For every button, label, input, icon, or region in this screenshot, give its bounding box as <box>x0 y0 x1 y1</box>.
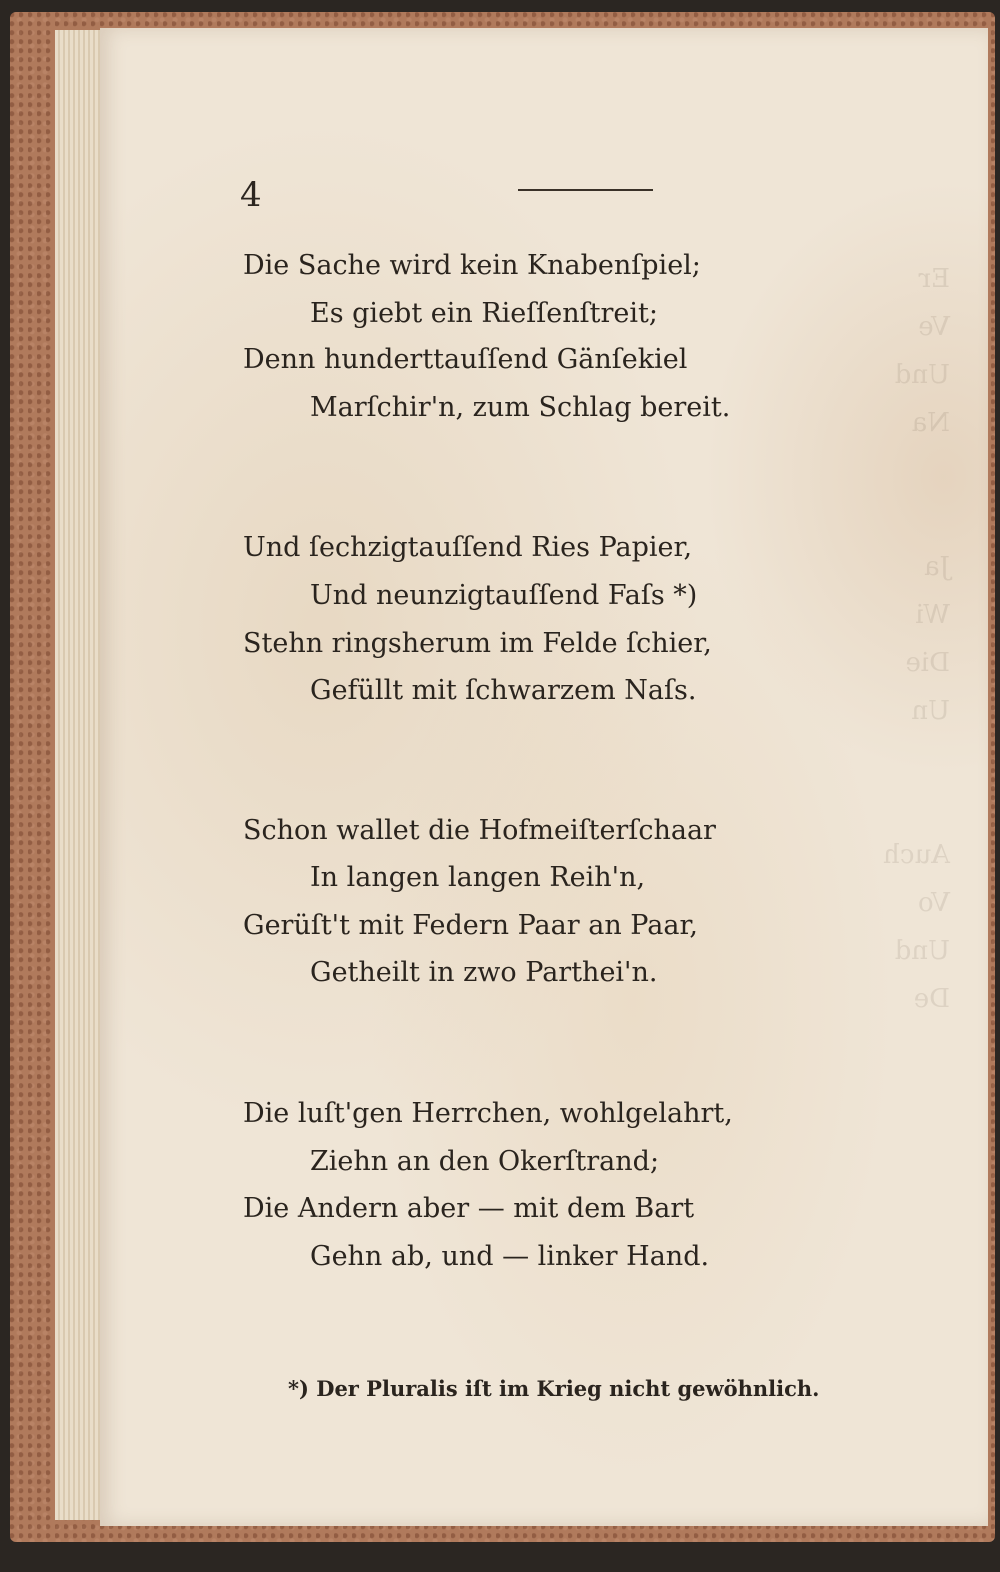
page-number: 4 <box>240 175 262 215</box>
verse-line: Die Sache wird kein Knabenſpiel; <box>243 250 701 281</box>
verse-line: Getheilt in zwo Parthei'n. <box>310 957 658 988</box>
footnote: *) Der Pluralis iſt im Krieg nicht gewöhnlich. <box>288 1376 820 1401</box>
verse-line: Ziehn an den Okerſtrand; <box>310 1146 660 1177</box>
verse-line: Und neunzigtauſſend Faſs *) <box>310 580 698 611</box>
verse-line: Schon wallet die Hofmeiſterſchaar <box>243 815 716 846</box>
verse-line: Die luſt'gen Herrchen, wohlgelahrt, <box>243 1098 733 1129</box>
verse-line: Marſchir'n, zum Schlag bereit. <box>310 392 731 423</box>
verse-line: Gerüſt't mit Federn Paar an Paar, <box>243 910 698 941</box>
verse-line: Gehn ab, und — linker Hand. <box>310 1241 710 1272</box>
verse-line: In langen langen Reih'n, <box>310 862 646 893</box>
verse-line: Stehn ringsherum im Felde ſchier, <box>243 628 712 659</box>
header-rule <box>518 189 653 191</box>
verse-line: Denn hunderttauſſend Gänſekiel <box>243 344 688 375</box>
verse-line: Gefüllt mit ſchwarzem Naſs. <box>310 675 697 706</box>
verse-line: Die Andern aber — mit dem Bart <box>243 1193 695 1224</box>
show-through-text: Er Ve Und Na Ja Wi Die Un Auch Vo Und De <box>883 264 950 1014</box>
verse-line: Es giebt ein Rieſſenſtreit; <box>310 298 658 329</box>
verse-line: Und ſechzigtauſſend Ries Papier, <box>243 532 693 563</box>
